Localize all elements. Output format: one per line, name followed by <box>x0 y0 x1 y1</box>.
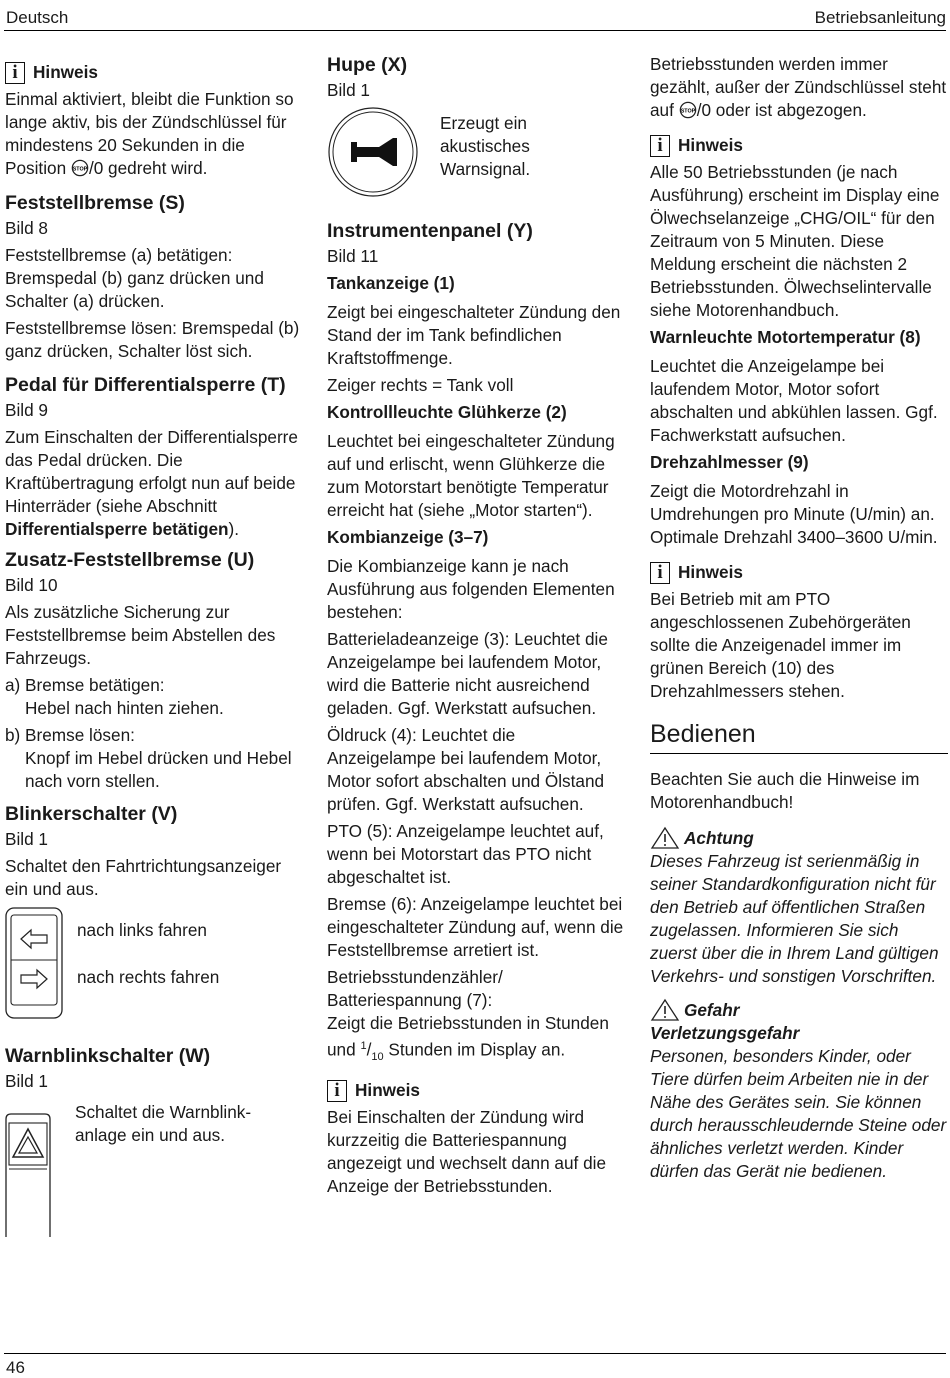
figure-ref: Bild 9 <box>5 400 48 420</box>
blinker-switch-icon <box>5 907 65 1022</box>
page-number: 46 <box>6 1358 25 1377</box>
page-footer <box>4 1353 946 1377</box>
section-title-zusatz-feststellbremse: Zusatz-Feststellbremse (U) <box>5 549 255 571</box>
paragraph: Als zusätzliche Sicherung zur Feststellbremse beim Abstellen des Fahrzeugs. <box>5 602 276 668</box>
page-header <box>4 0 946 31</box>
list-item-detail: Knopf im Hebel drücken und Hebel nach vorn stellen. <box>25 748 292 791</box>
hupe-text: Erzeugt ein akustisches Warnsignal. <box>440 113 531 179</box>
paragraph: Schaltet den Fahrtrichtungsanzeiger ein und aus. <box>5 856 282 899</box>
subsection-title-drehzahlmesser: Drehzahlmesser (9) <box>650 452 809 472</box>
hint-text: Bei Einschalten der Zündung wird kurzzeitig die Batteriespannung angezeigt und wechselt dann auf die Anzeige der Betriebsstunden. <box>327 1107 607 1197</box>
horn-icon <box>327 106 419 198</box>
hint-heading: i Hinweis <box>650 561 948 584</box>
stop-key-icon <box>71 159 89 177</box>
paragraph: Zeiger rechts = Tank voll <box>327 375 514 395</box>
subsection-title-motortemperatur: Warnleuchte Motortemperatur (8) <box>650 327 921 347</box>
info-icon: i <box>650 135 670 157</box>
header-document-title: Betriebsanleitung <box>814 8 946 27</box>
subsection-title-kombianzeige: Kombianzeige (3–7) <box>327 527 489 547</box>
blinker-right-label: nach rechts fahren <box>77 967 220 987</box>
figure-ref: Bild 11 <box>327 246 379 266</box>
paragraph: Leuchtet bei eingeschalteter Zündung auf und erlischt, wenn Glühkerze die zum Motorstart benötigte Temperatur erreicht hat (siehe „Motor starten“). <box>327 431 615 520</box>
warning-triangle-icon <box>650 998 680 1022</box>
paragraph: Zeigt bei eingeschalteter Zündung den Stand der im Tank befindlichen Kraftstoffmenge. <box>327 302 621 368</box>
figure-ref: Bild 1 <box>5 1071 48 1091</box>
warnblink-figure <box>5 1097 305 1227</box>
danger-heading: Gefahr <box>650 998 948 1022</box>
section-title-instrumentenpanel: Instrumentenpanel (Y) <box>327 220 533 242</box>
hint-text: Bei Betrieb mit am PTO angeschlossenen Zubehörgeräten sollte die Anzeigenadel immer im grünen Bereich (10) des Drehzahlmessers stehen. <box>650 589 911 701</box>
list-item-detail: Hebel nach hinten ziehen. <box>25 698 224 718</box>
hint-heading: i Hinweis <box>5 61 305 84</box>
hint-text: Einmal aktiviert, bleibt die Funktion so lange aktiv, bis der Zündschlüssel für mindestens 20 Sekunden in die Position STOP /0 gedreht wird. <box>5 89 294 178</box>
paragraph: Die Kombianzeige kann je nach Ausführung aus folgenden Elementen bestehen: <box>327 556 615 622</box>
info-icon: i <box>327 1080 347 1102</box>
caution-text: Dieses Fahrzeug ist serienmäßig in seiner Standardkonfiguration nicht für den Betrieb auf öffentlichen Straßen zugelassen. Informieren Sie sich zuerst über die in Ihrem Land gültigen Verkehrs- und sonstigen Vorschriften. <box>650 851 939 986</box>
paragraph: PTO (5): Anzeigelampe leuchtet auf, wenn bei Motorstart das PTO nicht abgeschaltet ist. <box>327 821 604 887</box>
info-icon: i <box>650 562 670 584</box>
blinker-left-label: nach links fahren <box>77 920 207 940</box>
stop-key-icon <box>679 101 697 119</box>
paragraph: Zeigt die Motordrehzahl in Umdrehungen pro Minute (U/min) an. Optimale Drehzahl 3400–3600 U/min. <box>650 481 938 547</box>
column-2 <box>327 48 627 1202</box>
subsection-title-gluehkerze: Kontrollleuchte Glühkerze (2) <box>327 402 567 422</box>
paragraph: Betriebsstunden werden immer gezählt, außer der Zündschlüssel steht auf STOP /0 oder ist abgezogen. <box>650 54 947 120</box>
blinker-figure <box>5 905 305 1023</box>
section-title-warnblinkschalter: Warnblinkschalter (W) <box>5 1045 211 1067</box>
list-item: a) Bremse betätigen: <box>5 675 165 695</box>
caution-heading: Achtung <box>650 826 948 850</box>
danger-subheading: Verletzungsgefahr <box>650 1023 800 1043</box>
paragraph: Zum Einschalten der Differentialsperre das Pedal drücken. Die Kraftübertragung erfolgt nun auf beide Hinterräder (siehe Abschnitt Differentialsperre betätigen). <box>5 427 298 539</box>
figure-ref: Bild 1 <box>327 80 370 100</box>
paragraph: Öldruck (4): Leuchtet die Anzeigelampe bei laufendem Motor, Motor sofort abschalten und Ölstand prüfen. Ggf. Werkstatt aufsuchen. <box>327 725 605 814</box>
section-title-hupe: Hupe (X) <box>327 54 408 76</box>
paragraph: Bremse (6): Anzeigelampe leuchtet bei eingeschalteter Zündung auf, wenn die Feststellbremse arretiert ist. <box>327 894 624 960</box>
hint-heading: i Hinweis <box>327 1079 627 1102</box>
paragraph: Beachten Sie auch die Hinweise im Motorenhandbuch! <box>650 769 920 812</box>
figure-ref: Bild 1 <box>5 829 48 849</box>
figure-ref: Bild 10 <box>5 575 58 595</box>
svg-text:STOP: STOP <box>72 166 88 173</box>
paragraph: Betriebsstundenzähler/ Batteriespannung (7): <box>327 967 503 1010</box>
hint-heading: i Hinweis <box>650 134 948 157</box>
warning-triangle-icon <box>650 826 680 850</box>
hint-text: Alle 50 Betriebsstunden (je nach Ausführung) erscheint im Display eine Ölwechselanzeige „CHG/OIL“ für den Zeitraum von 5 Minuten. Diese Meldung erscheint die nächsten 2 Betriebsstunden. Ölwechselintervalle siehe Motorenhandbuch. <box>650 162 940 320</box>
column-3 <box>650 48 948 1187</box>
section-title-differentialsperre: Pedal für Differentialsperre (T) <box>5 374 286 396</box>
paragraph: Feststellbremse (a) betätigen: Bremspedal (b) ganz drücken und Schalter (a) drücken. <box>5 245 264 311</box>
hupe-figure <box>327 106 627 206</box>
section-title-blinkerschalter: Blinkerschalter (V) <box>5 803 178 825</box>
hazard-switch-icon <box>5 1113 51 1238</box>
subsection-title-tankanzeige: Tankanzeige (1) <box>327 273 455 293</box>
svg-text:STOP: STOP <box>680 108 695 115</box>
section-title-feststellbremse: Feststellbremse (S) <box>5 192 185 214</box>
column-1 <box>5 48 305 1227</box>
chapter-title-bedienen: Bedienen <box>650 719 948 754</box>
info-icon: i <box>5 62 25 84</box>
paragraph: Batterieladeanzeige (3): Leuchtet die Anzeigelampe bei laufendem Motor, wird die Batterie nicht ausreichend geladen. Ggf. Werkstatt aufsuchen. <box>327 629 608 718</box>
list-item: b) Bremse lösen: <box>5 725 135 745</box>
figure-ref: Bild 8 <box>5 218 48 238</box>
warnblink-text: Schaltet die Warnblinkanlage ein und aus. <box>75 1102 252 1145</box>
danger-text: Personen, besonders Kinder, oder Tiere dürfen beim Arbeiten nie in der Nähe des Gerätes sein. Sie können durch herausschleudernde Steine oder ähnliches verletzt werden. Kinder dürfen das Gerät nie bedienen. <box>650 1046 947 1181</box>
paragraph: Zeigt die Betriebsstunden in Stunden und $^1/_{10}$ Stunden im Display an. <box>327 1013 609 1064</box>
paragraph: Feststellbremse lösen: Bremspedal (b) ganz drücken, Schalter löst sich. <box>5 318 300 361</box>
paragraph: Leuchtet die Anzeigelampe bei laufendem Motor, Motor sofort abschalten und abkühlen lassen. Ggf. Fachwerkstatt aufsuchen. <box>650 356 938 445</box>
header-language: Deutsch <box>6 8 69 27</box>
